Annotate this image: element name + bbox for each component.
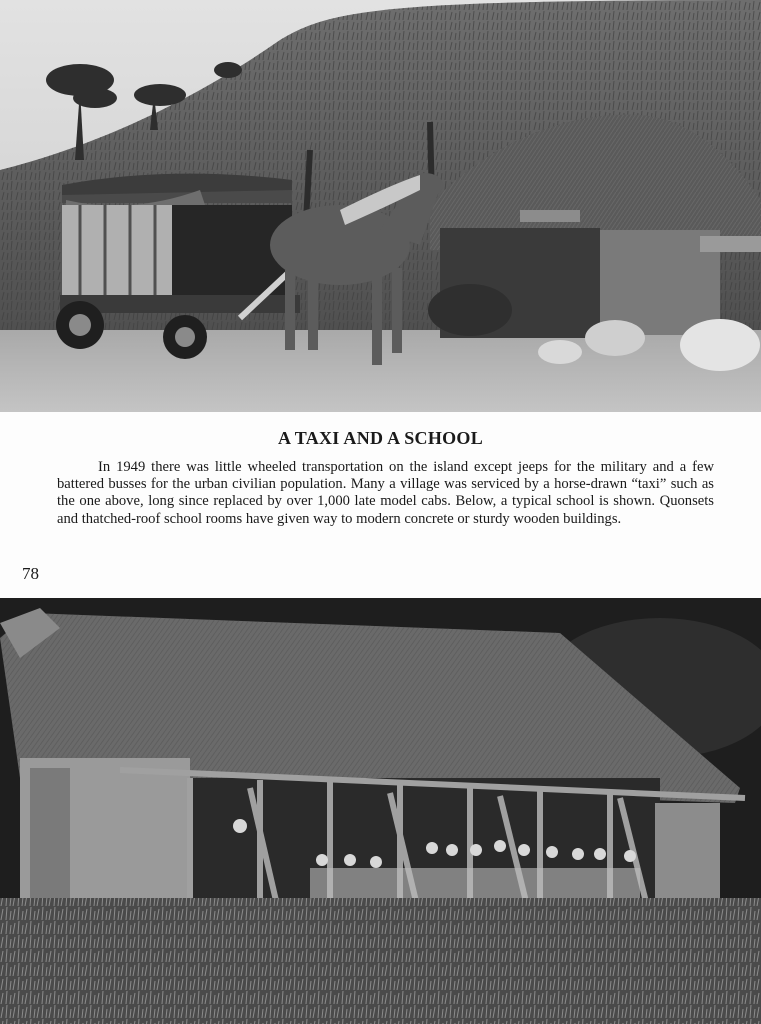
caption-text: In 1949 there was little wheeled transportation on the island except jeeps for the military and a few battered busses for the urban civilian population. Many a village was serviced by a horse-drawn “taxi” such as the one above, long since replaced by over 1,000 late model cabs. Below, a typical school is shown. Quonsets and thatched-roof school rooms have given way to modern concrete or sturdy wooden buildings. — [57, 459, 714, 527]
page-number: 78 — [22, 564, 39, 583]
caption-panel — [0, 412, 761, 598]
school-photo — [0, 598, 761, 1024]
taxi-photo — [0, 0, 761, 412]
page-title: A TAXI AND A SCHOOL — [277, 428, 484, 448]
bush — [428, 284, 512, 336]
rock — [680, 319, 760, 371]
rock — [538, 340, 582, 364]
rock — [585, 320, 645, 356]
